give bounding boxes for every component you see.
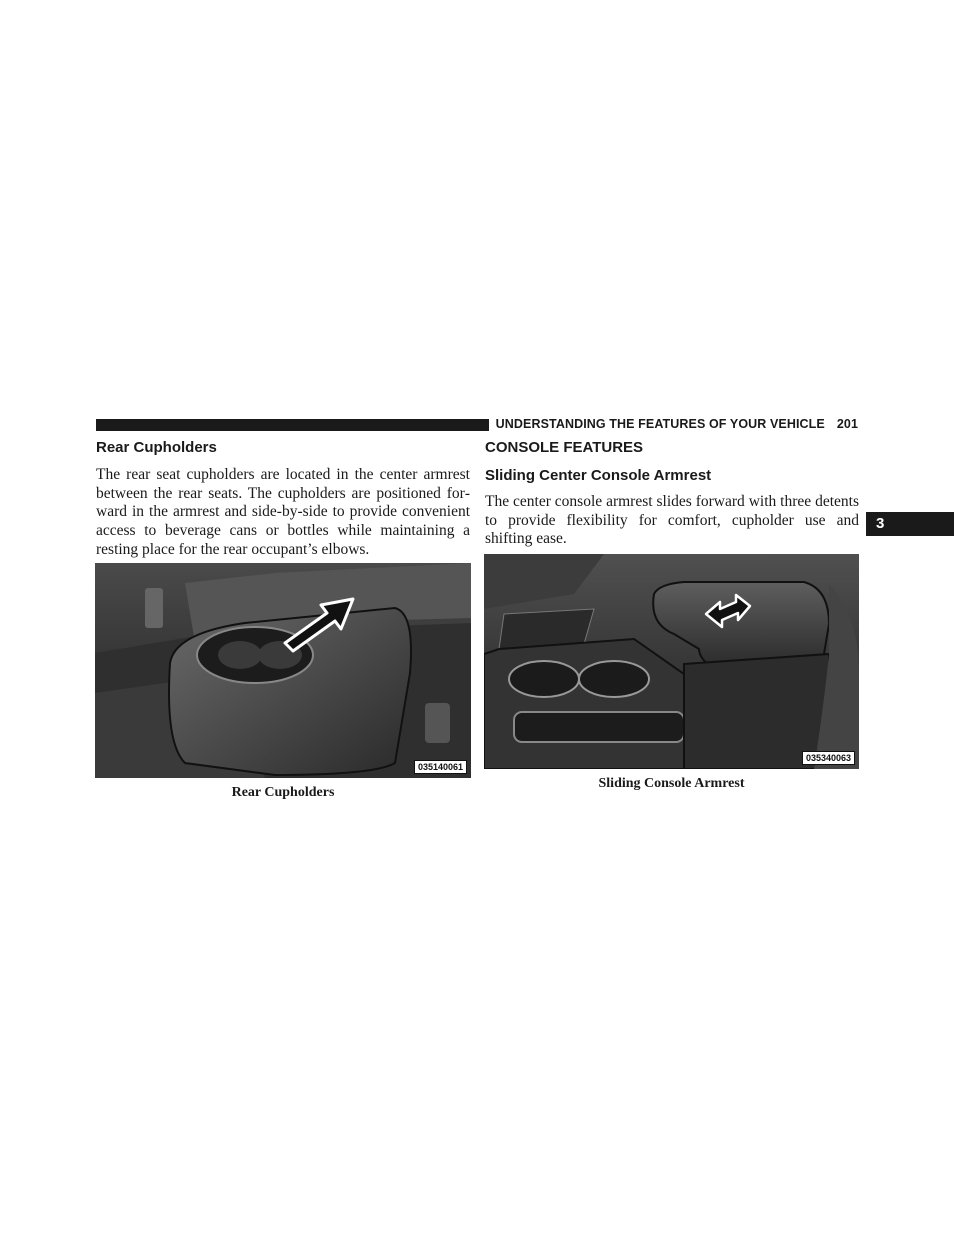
sliding-armrest-body: The center console armrest slides forward with three detents to provide flexibility for comfort, cupholder use and shifting ease. [485, 493, 859, 548]
chapter-tab [866, 512, 954, 536]
sliding-armrest-illustration [484, 554, 859, 769]
right-column [485, 438, 859, 549]
chapter-number: 3 [876, 515, 885, 532]
rear-cupholders-figure-id: 035140061 [414, 760, 467, 774]
header-section-title: UNDERSTANDING THE FEATURES OF YOUR VEHICLE [495, 417, 825, 431]
rear-cupholders-caption: Rear Cupholders [231, 785, 335, 800]
rear-cupholders-body: The rear seat cupholders are located in the center armrest between the rear seats. The cupholders are positioned forward in the armrest and side-by-side to provide convenient access to beverage cans or bottles while maintaining a resting place for the rear occupant’s elbows. [96, 466, 470, 558]
sliding-armrest-figure [484, 554, 859, 769]
running-header [495, 417, 858, 433]
rear-cupholders-figure [95, 563, 471, 778]
page-number: 201 [836, 417, 858, 431]
header-rule [96, 419, 489, 431]
left-column [96, 438, 470, 560]
sliding-armrest-caption: Sliding Console Armrest [598, 776, 745, 791]
rear-cupholders-illustration [95, 563, 471, 778]
sliding-armrest-heading: Sliding Center Console Armrest [485, 467, 712, 484]
console-features-heading: CONSOLE FEATURES [485, 439, 644, 456]
sliding-armrest-figure-id: 035340063 [802, 751, 855, 765]
rear-cupholders-heading: Rear Cupholders [96, 439, 217, 456]
